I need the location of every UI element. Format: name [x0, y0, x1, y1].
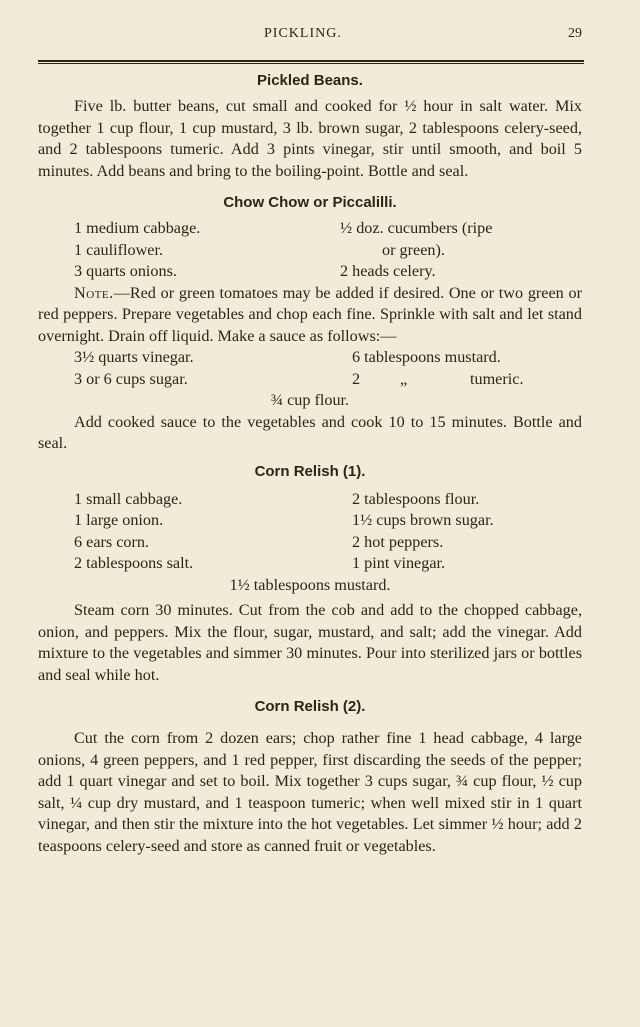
ingredient-amount: 2	[352, 369, 361, 388]
ditto-mark: „	[400, 369, 408, 388]
ingredient-row	[38, 510, 582, 532]
ingredient: 1 pint vinegar.	[352, 554, 446, 572]
note-label: Note.	[74, 283, 114, 302]
ingredient: 1½ tablespoons mustard.	[229, 575, 391, 594]
ingredient: 6 tablespoons mustard.	[352, 348, 501, 366]
note-text: —Red or green tomatoes may be added if desired. One or two green or red peppers. Prepare vegetables and chop each fine. Sprinkle with salt and let stand overnight. Drain off liquid. Make a sauce as follows:—	[38, 283, 582, 345]
ingredient-row-centered	[38, 390, 582, 412]
ingredient-list-corn-relish-1	[38, 489, 582, 597]
ingredient-row	[38, 261, 582, 283]
recipe-title-corn-relish-1: Corn Relish (1).	[254, 462, 366, 480]
ingredient-list-chow-chow	[38, 218, 582, 283]
ingredient: 1 small cabbage.	[74, 489, 183, 508]
running-title: PICKLING.	[264, 26, 342, 41]
ingredient: 2 hot peppers.	[352, 532, 444, 551]
recipe-text-corn-relish-1: Steam corn 30 minutes. Cut from the cob and add to the chopped cabbage, onion, and peppers. Mix the flour, sugar, mustard, and salt; add the vinegar. Add mixture to the vegetables and simmer 30 minutes. Pour into sterilized jars or bottles and seal while hot.	[38, 601, 582, 684]
ingredient-row	[38, 553, 582, 575]
ingredient: 1½ cups brown sugar.	[352, 511, 494, 529]
recipe-title-pickled-beans: Pickled Beans.	[257, 72, 363, 89]
recipe-note-chow-chow	[38, 283, 582, 348]
ingredient: 1 medium cabbage.	[74, 219, 201, 237]
recipe-text-pickled-beans: Five lb. butter beans, cut small and cooked for ½ hour in salt water. Mix together 1 cup flour, 1 cup mustard, 3 lb. brown sugar, 2 tablespoons celery-seed, and 2 tablespoons tumeric. Add 3 pints vinegar, stir until smooth, and boil 5 minutes. Add beans and bring to the boiling-point. Bottle and seal.	[38, 97, 582, 180]
ingredient-row	[38, 240, 582, 262]
ingredient-row	[38, 532, 582, 554]
ingredient-row	[38, 347, 582, 369]
ingredient: 3 quarts onions.	[74, 262, 177, 280]
recipe-text-chow-chow: Add cooked sauce to the vegetables and cook 10 to 15 minutes. Bottle and seal.	[38, 412, 582, 452]
ingredient-row	[38, 489, 582, 511]
ingredient: ¾ cup flour.	[270, 391, 350, 409]
ingredient: or green).	[382, 240, 445, 259]
ingredient: 6 ears corn.	[74, 532, 150, 551]
recipe-text-corn-relish-2: Cut the corn from 2 dozen ears; chop rather fine 1 head cabbage, 4 large onions, 4 green peppers, and 1 red pepper, first discarding the seeds of the pepper; add 1 quart vinegar and set to boil. Mix together 3 cups sugar, ¾ cup flour, ½ cup salt, ¼ cup dry mustard, and 1 teaspoon tumeric; when well mixed stir in 1 quart vinegar, and then stir the mixture into the hot vegetables. Let simmer ½ hour; add 2 teaspoons celery-seed and store as canned fruit or vegetables.	[38, 729, 582, 855]
header-rule	[38, 60, 584, 64]
ingredient-row	[38, 369, 582, 391]
ingredient: 1 cauliflower.	[74, 240, 163, 259]
ingredient: 3 or 6 cups sugar.	[74, 369, 188, 388]
ingredient: 1 large onion.	[74, 511, 164, 529]
page-number: 29	[568, 26, 582, 41]
ingredient: 2 heads celery.	[340, 262, 436, 280]
ingredient-row-centered	[38, 575, 582, 597]
page-header	[38, 26, 582, 44]
ingredient-row	[38, 218, 582, 240]
recipe-title-corn-relish-2: Corn Relish (2).	[254, 698, 366, 715]
ingredient: ½ doz. cucumbers (ripe	[340, 219, 493, 237]
recipe-title-chow-chow: Chow Chow or Piccalilli.	[223, 194, 397, 211]
ingredient: 3½ quarts vinegar.	[74, 348, 194, 366]
ingredient: 2 tablespoons flour.	[352, 489, 480, 508]
ingredient-name: tumeric.	[470, 369, 524, 388]
page-content	[38, 70, 582, 857]
ingredient: 2 tablespoons salt.	[74, 554, 194, 572]
sauce-list-chow-chow	[38, 347, 582, 412]
